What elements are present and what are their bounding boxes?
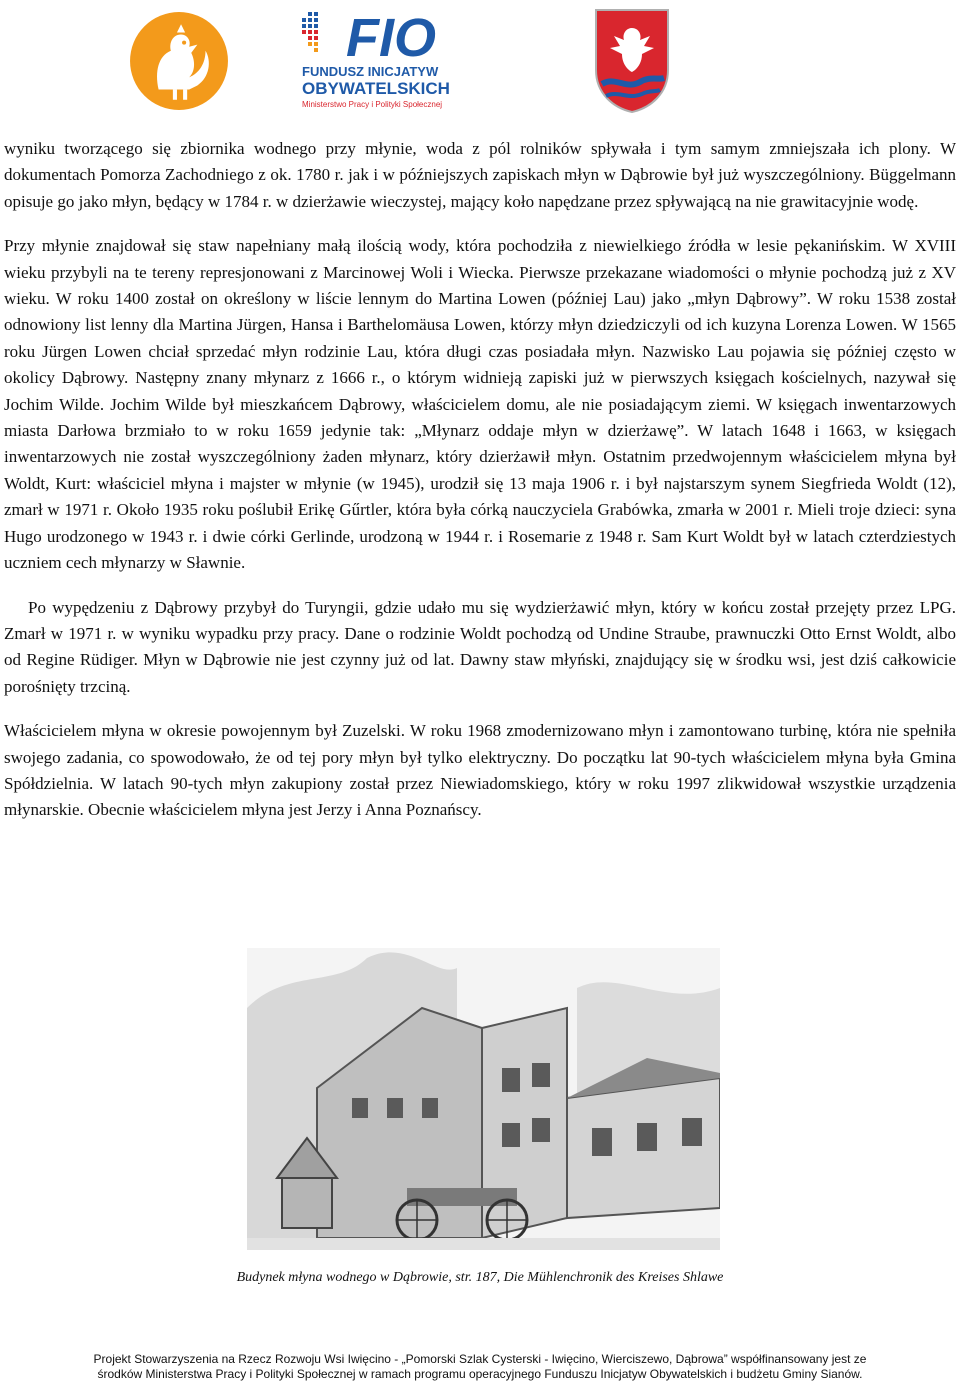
fio-line3: Ministerstwo Pracy i Polityki Społecznej bbox=[302, 100, 443, 109]
footer-line: Projekt Stowarzyszenia na Rzecz Rozwoju Wsi Iwięcino - „Pomorski Szlak Cysterski - Iwięcino, Wierciszewo, Dąbrowa” współfinansowany jest ze bbox=[93, 1352, 867, 1366]
fio-logo bbox=[300, 6, 485, 112]
paragraph: wyniku tworzącego się zbiornika wodnego przy młynie, woda z pól rolników spływała i tym samym zmniejszała ich plony. W dokumentach Pomorza Zachodniego z ok. 1780 r. jak i w późniejszych zapiskach młyn w Dąbrowie był już wyszczególniony. Büggelmann opisuje go jako młyn, będący w 1784 r. w dzierżawie wieczystej, mający koło napędzane przez spływającą na nie grawitacyjnie wodę. bbox=[4, 139, 956, 211]
photo-caption: Budynek młyna wodnego w Dąbrowie, str. 187, Die Mühlenchronik des Kreises Shlawe bbox=[236, 1270, 724, 1285]
article-body bbox=[4, 136, 956, 842]
fio-line1: FUNDUSZ INICJATYW bbox=[302, 64, 439, 79]
coat-of-arms bbox=[592, 6, 672, 114]
fio-letters: FIO bbox=[346, 8, 436, 68]
paragraph: Po wypędzeniu z Dąbrowy przybył do Turyngii, gdzie udało mu się wydzierżawić młyn, który w końcu został przejęty przez LPG. Zmarł w 1971 r. w wyniku wypadku przy pracy. Dane o rodzinie Woldt pochodzą od Undine Straube, prawnuczki Otto Ernst Woldt, albo od Regine Rüdiger. Młyn w Dąbrowie nie jest czynny już od lat. Dawny staw młyński, znajdujący się w środku wsi, jest dziś całkowicie porośnięty trzciną. bbox=[4, 597, 956, 696]
mill-photo bbox=[247, 948, 720, 1250]
footer-line: środków Ministerstwa Pracy i Polityki Społecznej w ramach programu operacyjnego Funduszu Inicjatyw Obywatelskich i budżetu Gminy Sianów. bbox=[97, 1367, 863, 1381]
page-header bbox=[0, 0, 960, 120]
rooster-logo bbox=[128, 10, 230, 112]
fio-line2: OBYWATELSKICH bbox=[302, 79, 450, 98]
paragraph: Przy młynie znajdował się staw napełniany małą ilością wody, która pochodziła z niewielkiego źródła w lesie pękanińskim. W XVIII wieku przybyli na te tereny represjonowani z Marcinowej Woli i Wiecka. Pierwsze przekazane wiadomości o młynie pochodzą już z XV wieku. W roku 1400 został on określony w liście lennym do Martina Lowen (później Lau) jako „młyn Dąbrowy”. W roku 1538 został odnowiony list lenny dla Martina Jürgen, Hansa i Barthelomäusa Lowen, którzy młyn dziedziczyli od ich kuzyna Lorenza Lowen. W 1565 roku Jürgen Lowen chciał sprzedać młyn rodzinie Lau, która długi czas posiadała młyn. Nazwisko Lau pojawia się później często w okolicy Dąbrowy. Następny znany młynarz z 1666 r., o którym widnieją zapiski już w pierwszych księgach kościelnych, nazywał się Jochim Wilde. Jochim Wilde był mieszkańcem Dąbrowy, właścicielem domu, ale nie posiadającym ziemi. W księgach inwentarzowych miasta Darłowa brzmiało to w roku 1659 jedynie tak: „Młynarz oddaje młyn w dzierżawę”. W latach 1648 i 1663, w księgach inwentarzowych nie został wyszczególniony żaden młynarz, który dzierżawił młyn. Ostatnim przedwojennym właścicielem młyna był Woldt, Kurt: właściciel młyna i majster w młynie (w 1945), urodził się 13 maja 1906 r. i był najstarszym synem Siegfrieda Woldt (12), zmarł w 1971 r. Około 1935 roku poślubił Erikę Gűrtler, która była córką nauczyciela Grabówka, zmarła w 2001 r. Mieli troje dzieci: syna Hugo urodzonego w 1943 r. i dwie córki Gerlinde, urodzoną w 1944 r. i Rosemarie z 1948 r. Sam Kurt Woldt był w latach czterdziestych uczniem cech młynarzy w Sławnie. bbox=[4, 236, 956, 573]
page-footer bbox=[0, 1352, 960, 1382]
paragraph: Właścicielem młyna w okresie powojennym był Zuzelski. W roku 1968 zmodernizowano młyn i zamontowano turbinę, która nie spełniła swojego zadania, co spowodowało, że od tej pory młyn był tylko elektryczny. Do początku lat 90-tych właścicielem młyna była Gmina Spółdzielnia. W latach 90-tych młyn zakupiony został przez Niewiadomskiego, który w roku 1997 zlikwidował wszystkie urządzenia młynarskie. Obecnie właścicielem młyna jest Jerzy i Anna Poznańscy. bbox=[4, 721, 956, 820]
